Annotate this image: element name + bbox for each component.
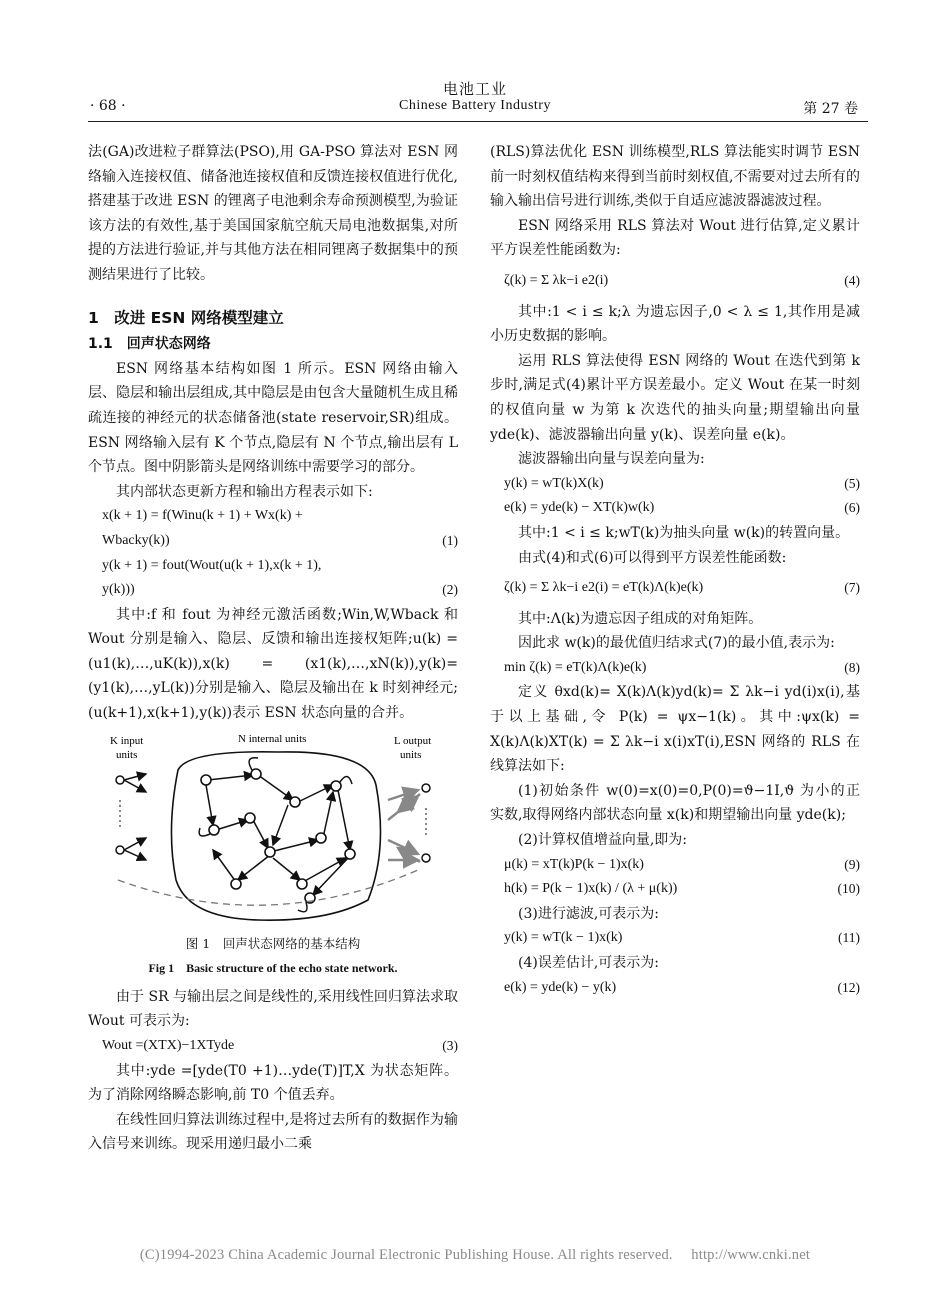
paragraph: 在线性回归算法训练过程中,是将过去所有的数据作为输入信号来训练。现采用递归最小二乘: [88, 1111, 458, 1153]
input-arrow: [124, 850, 146, 860]
paragraph: 法(GA)改进粒子群算法(PSO),用 GA-PSO 算法对 ESN 网络输入连接权值、储备池连接权值和反馈连接权值进行优化,搭建基于改进 ESN 的锂离子电池剩余寿命预测模型,为验证该方法的有效性,基于美国国家航空航天局电池数据集,对所提的方法进行验证,并与其他方法在相同锂离子数据集中的预测结果进行了比较。: [88, 144, 458, 283]
equation-number: (12): [837, 979, 860, 995]
paragraph: 其中:1 < i ≤ k;wT(k)为抽头向量 w(k)的转置向量。: [518, 524, 850, 541]
figure-caption-en: Fig 1 Basic structure of the echo state network.: [148, 961, 398, 976]
paragraph: (4)误差估计,可表示为:: [518, 955, 659, 971]
equation-11-body: y(k) = wT(k − 1)x(k): [504, 930, 623, 946]
journal-title-cn: 电池工业: [442, 80, 507, 98]
equation-10: [490, 877, 860, 902]
equation-4-body: ζ(k) = Σ λk−i e2(i): [504, 272, 609, 288]
equation-2: [88, 578, 458, 603]
paragraph: ESN 网络采用 RLS 算法对 Wout 进行估算,定义累计平方误差性能函数为:: [490, 217, 860, 259]
paragraph: (RLS)算法优化 ESN 训练模型,RLS 算法能实时调节 ESN 前一时刻权值结构来得到当前时刻权值,不需要对过去所有的输入输出信号进行训练,类似于自适应滤波器滤波过程。: [490, 144, 860, 210]
equation-10-body: h(k) = P(k − 1)x(k) / (λ + μ(k)): [504, 881, 678, 897]
equation-number: (7): [844, 580, 860, 596]
equation-2-line-2: y(k))): [102, 582, 135, 598]
label-n-internal: N internal units: [238, 732, 307, 745]
output-connections: [388, 790, 420, 862]
equation-number: (5): [844, 475, 860, 491]
equation-6: [490, 496, 860, 521]
equation-5: [490, 472, 860, 497]
equation-11: [490, 926, 860, 951]
figure-1: [88, 730, 458, 930]
label-l-output: L output: [394, 734, 432, 747]
input-arrow: [124, 774, 146, 780]
paragraph: 其内部状态更新方程和输出方程表示如下:: [116, 483, 373, 500]
self-loops: [199, 757, 352, 911]
label-k-input: K input: [110, 734, 144, 747]
equation-6-body: e(k) = yde(k) − XT(k)w(k): [504, 500, 655, 516]
internal-connections: [206, 775, 350, 895]
equation-number: (3): [442, 1038, 458, 1054]
paragraph: (2)计算权值增益向量,即为:: [518, 832, 687, 849]
equation-1-line-1: x(k + 1) = f(Winu(k + 1) + Wx(k) +: [102, 508, 303, 524]
equation-7-body: ζ(k) = Σ λk−i e2(i) = eT(k)Λ(k)e(k): [504, 580, 704, 596]
paragraph: 其中:f 和 fout 为神经元激活函数;Win,W,Wback 和 Wout 分别是输入、隐层、反馈和输出连接权矩阵;u(k) = (u1(k),…,uK(k)),x(k) = (x1(k),…,xN(k)),y(k)=(y1(k),…,yL(k))分别是输入、隐层及输出在 k 时刻神经元;(u(k+1),x(k+1),y(k))表示 ESN 状态向量的合并。: [88, 606, 458, 722]
esn-diagram: [88, 730, 458, 930]
paragraph: 运用 RLS 算法使得 ESN 网络的 Wout 在迭代到第 k 步时,满足式(4)累计平方误差最小。定义 Wout 在某一时刻的权值向量 w 为第 k 次迭代的抽头向量;期望输出向量 yde(k)、滤波器输出向量 y(k)、误差向量 e(k)。: [490, 352, 860, 443]
paragraph: 因此求 w(k)的最优值归结求式(7)的最小值,表示为:: [518, 635, 835, 652]
paragraph: 定义 θxd(k)= X(k)Λ(k)yd(k)= Σ λk−i yd(i)x(i),基于以上基础,令 P(k) = ψx−1(k)。其中:ψx(k) = X(k)Λ(k)XT(k) = Σ λk−i x(i)xT(i),ESN 网络的 RLS 在线算法如下:: [490, 684, 860, 775]
equation-4: [490, 269, 860, 294]
equation-3: [88, 1034, 458, 1059]
journal-title-en: Chinese Battery Industry: [399, 98, 551, 113]
paragraph: 由式(4)和式(6)可以得到平方误差性能函数:: [518, 549, 787, 566]
paragraph: 滤波器输出向量与误差向量为:: [518, 451, 705, 468]
equation-number: (11): [838, 930, 860, 946]
section-heading: 1 改进 ESN 网络模型建立: [88, 308, 284, 327]
output-unit: [422, 784, 430, 792]
equation-3-body: Wout =(XTX)−1XTyde: [102, 1038, 235, 1054]
paragraph: (1)初始条件 w(0)=x(0)=0,P(0)=ϑ−1I,ϑ 为小的正实数,取得网络内部状态向量 x(k)和期望输出向量 yde(k);: [490, 782, 860, 824]
volume-label: 第 27 卷: [803, 101, 858, 117]
equation-12-body: e(k) = yde(k) − y(k): [504, 979, 617, 995]
left-column: [88, 140, 458, 1157]
equation-number: (10): [837, 881, 860, 897]
paragraph: ESN 网络基本结构如图 1 所示。ESN 网络由输入层、隐层和输出层组成,其中隐层是由包含大量随机生成且稀疏连接的神经元的状态储备池(state reservoir,SR)组成。ESN 网络输入层有 K 个节点,隐层有 N 个节点,输出层有 L 个节点。图中阴影箭头是网络训练中需要学习的部分。: [88, 360, 458, 476]
copyright-footer: (C)1994-2023 China Academic Journal Electronic Publishing House. All rights reserved. http://www.cnki.net: [139, 1247, 811, 1263]
equation-number: (2): [442, 582, 458, 598]
equation-number: (9): [844, 856, 860, 872]
output-unit: [422, 854, 430, 862]
paragraph: 其中:1 < i ≤ k;λ 为遗忘因子,0 < λ ≤ 1,其作用是减小历史数据的影响。: [490, 303, 860, 345]
equation-1-line-2: Wbacky(k)): [102, 532, 170, 548]
paragraph: 其中:yde =[yde(T0 +1)…yde(T)]T,X 为状态矩阵。为了消除网络瞬态影响,前 T0 个值丢弃。: [88, 1062, 458, 1104]
figure-caption-cn: 图 1 回声状态网络的基本结构: [185, 935, 361, 951]
subsection-heading: 1.1 回声状态网络: [88, 336, 211, 353]
equation-number: (8): [844, 659, 860, 675]
page-number: · 68 ·: [90, 98, 126, 114]
paragraph: 由于 SR 与输出层之间是线性的,采用线性回归算法求取 Wout 可表示为:: [88, 988, 458, 1030]
equation-8-body: min ζ(k) = eT(k)Λ(k)e(k): [504, 659, 647, 675]
equation-9-body: μ(k) = xT(k)P(k − 1)x(k): [504, 856, 644, 872]
equation-12: [490, 976, 860, 1001]
paragraph: 其中:Λ(k)为遗忘因子组成的对角矩阵。: [518, 610, 763, 627]
equation-number: (4): [844, 272, 860, 288]
label-units-input: units: [116, 748, 138, 761]
equation-1: [88, 529, 458, 554]
equation-5-body: y(k) = wT(k)X(k): [504, 475, 604, 491]
equation-8: [490, 656, 860, 681]
header-rule: [88, 121, 868, 122]
input-unit: [116, 776, 124, 784]
input-unit: [116, 846, 124, 854]
paragraph: (3)进行滤波,可表示为:: [518, 905, 659, 922]
equation-2-line-1: y(k + 1) = fout(Wout(u(k + 1),x(k + 1),: [102, 557, 322, 573]
input-arrow: [124, 838, 146, 850]
equation-9: [490, 853, 860, 878]
label-units-output: units: [400, 748, 422, 761]
input-arrow: [124, 780, 146, 792]
right-column: [490, 140, 860, 1000]
equation-number: (1): [442, 532, 458, 548]
equation-number: (6): [844, 500, 860, 516]
equation-7: [490, 576, 860, 601]
